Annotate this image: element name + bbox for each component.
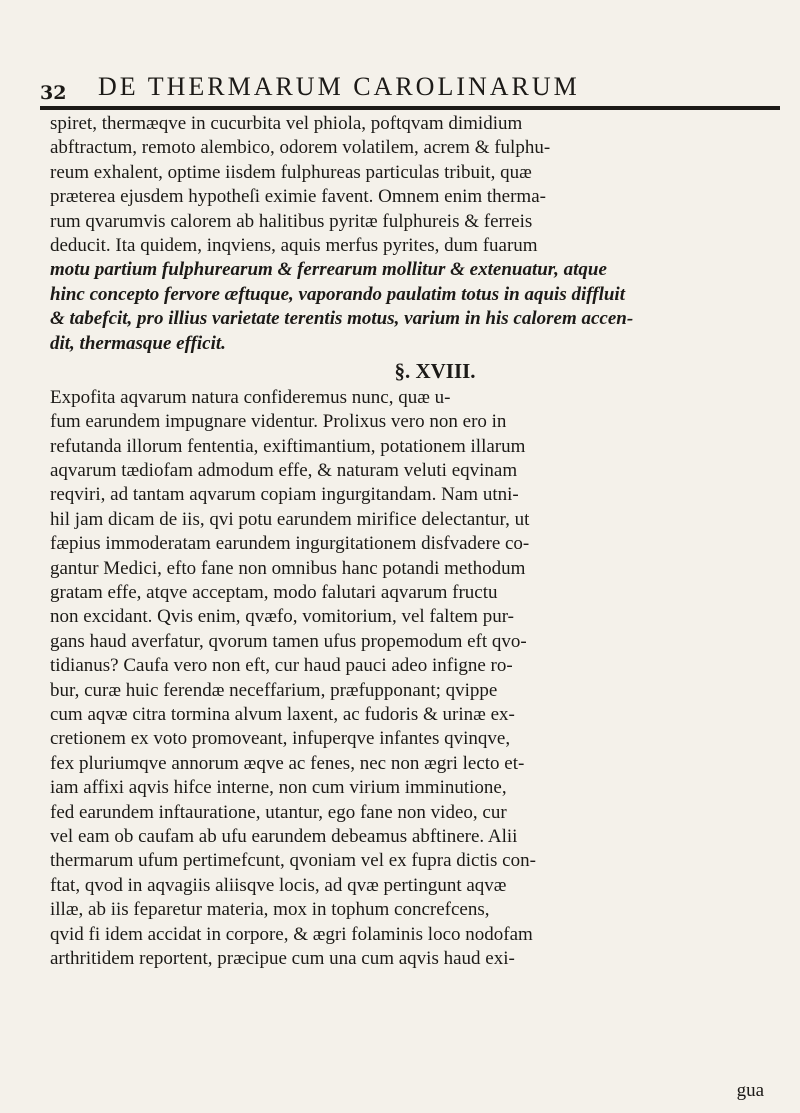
quote-line: dit, thermasque efficit.	[50, 332, 226, 354]
body-text	[50, 112, 780, 971]
text-line: reqviri, ad tantam aqvarum copiam ingurgitandam. Nam utni-	[50, 484, 519, 506]
text-line: ftat, qvod in aqvagiis aliisqve locis, ad qvæ pertingunt aqvæ	[50, 874, 507, 896]
quote-line: motu partium fulphurearum & ferrearum mollitur & extenuatur, atque	[50, 259, 607, 281]
text-line: gratam effe, atqve acceptam, modo falutari aqvarum fructu	[50, 582, 498, 604]
text-line: rum qvarumvis calorem ab halitibus pyritæ fulphureis & ferreis	[50, 210, 533, 232]
text-line: Expofita aqvarum natura confideremus nunc, quæ u-	[50, 386, 451, 408]
text-line: fex pluriumqve annorum æqve ac fenes, nec non ægri lecto et-	[50, 752, 525, 774]
text-line: qvid fi idem accidat in corpore, & ægri folaminis loco nodofam	[50, 923, 533, 945]
text-line: reum exhalent, optime iisdem fulphureas particulas tribuit, quæ	[50, 161, 532, 183]
text-line: refutanda illorum fententia, exiftimantium, potationem illarum	[50, 435, 526, 457]
text-line: bur, curæ huic ferendæ neceffarium, præfupponant; qvippe	[50, 679, 498, 701]
text-line: præterea ejusdem hypotheſi eximie favent. Omnem enim therma-	[50, 186, 546, 208]
page-header	[40, 72, 780, 110]
text-line: arthritidem reportent, præcipue cum una cum aqvis haud exi-	[50, 947, 515, 969]
text-line: gantur Medici, efto fane non omnibus hanc potandi methodum	[50, 557, 526, 579]
text-line: tidianus? Caufa vero non eft, cur haud pauci adeo infigne ro-	[50, 655, 513, 677]
section-heading: §. XVIII.	[394, 358, 476, 383]
text-line: vel eam ob caufam ab ufu earundem debeamus abftinere. Alii	[50, 825, 518, 847]
text-line: fum earundem impugnare videntur. Prolixus vero non ero in	[50, 411, 507, 433]
text-line: gans haud averfatur, qvorum tamen ufus propemodum eft qvo-	[50, 630, 527, 652]
text-line: illæ, ab iis feparetur materia, mox in tophum concrefcens,	[50, 899, 490, 921]
paragraph-2	[50, 386, 780, 971]
text-line: abftractum, remoto alembico, odorem volatilem, acrem & fulphu-	[50, 137, 551, 159]
text-line: thermarum ufum pertimefcunt, qvoniam vel ex fupra dictis con-	[50, 850, 536, 872]
catchword: gua	[736, 1080, 764, 1101]
text-line: non excidant. Qvis enim, qvæfo, vomitorium, vel faltem pur-	[50, 606, 514, 628]
running-head: DE THERMARUM CAROLINARUM	[98, 72, 580, 101]
text-line: hil jam dicam de iis, qvi potu earundem mirifice delectantur, ut	[50, 508, 530, 530]
text-line: fæpius immoderatam earundem ingurgitationem disfvadere co-	[50, 533, 530, 555]
text-line: spiret, thermæqve in cucurbita vel phiola, poftqvam dimidium	[50, 113, 523, 134]
quote-line: hinc concepto fervore æftuque, vaporando paulatim totus in aquis diffluit	[50, 283, 625, 305]
text-line: aqvarum tædiofam admodum effe, & naturam veluti eqvinam	[50, 460, 518, 482]
text-line: fed earundem inftauratione, utantur, ego fane non video, cur	[50, 801, 507, 823]
quote-line: & tabefcit, pro illius varietate terentis motus, varium in his calorem accen-	[50, 308, 634, 330]
page-number: 32	[40, 82, 67, 104]
text-line: deducit. Ita quidem, inqviens, aquis merfus pyrites, dum fuarum	[50, 234, 538, 256]
text-line: iam affixi aqvis hifce interne, non cum virium imminutione,	[50, 777, 507, 799]
paragraph-1	[50, 112, 780, 356]
text-line: cum aqvæ citra tormina alvum laxent, ac fudoris & urinæ ex-	[50, 703, 515, 725]
text-line: cretionem ex voto promoveant, infuperqve infantes qvinqve,	[50, 728, 511, 750]
